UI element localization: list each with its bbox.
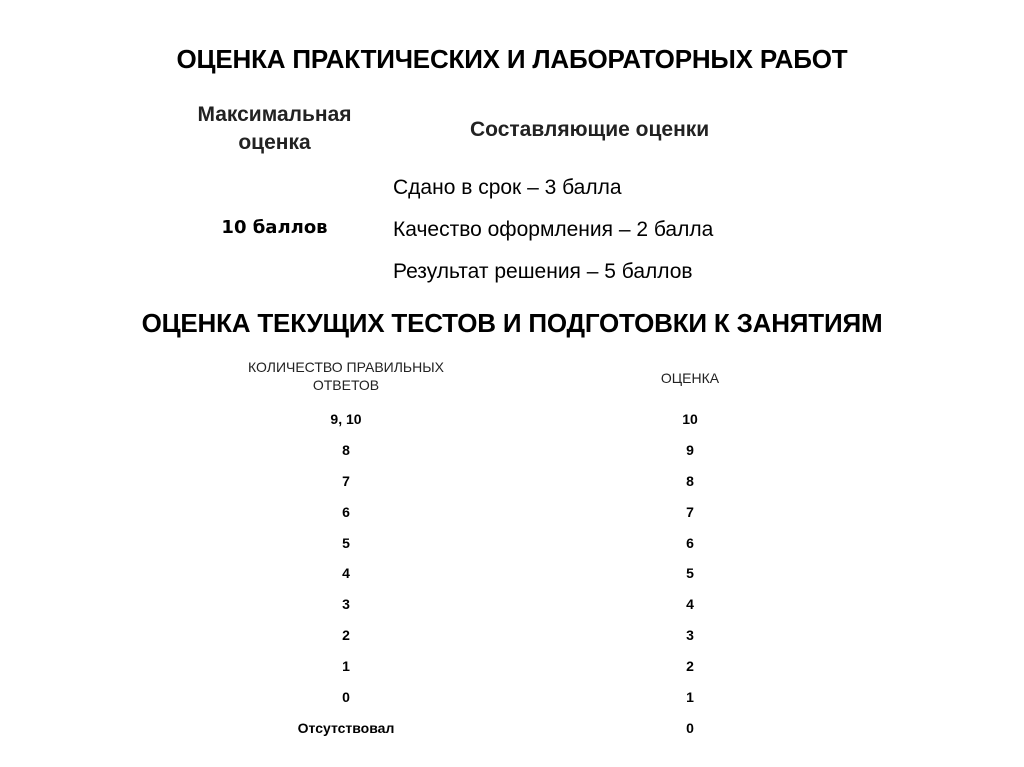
correct-answers-cell: Отсутствовал xyxy=(297,719,395,736)
max-score-header-line1: Максимальная xyxy=(197,103,352,126)
correct-answers-cell: 7 xyxy=(342,472,350,489)
score-component-result: Результат решения – 5 баллов xyxy=(393,260,693,283)
correct-answers-header-line1: КОЛИЧЕСТВО ПРАВИЛЬНЫХ xyxy=(248,359,444,375)
grade-cell: 7 xyxy=(686,503,694,520)
score-components-list xyxy=(393,173,713,299)
grade-cell: 10 xyxy=(682,411,698,427)
grade-header: ОЦЕНКА xyxy=(660,370,720,386)
table-row xyxy=(0,502,1024,533)
table-row xyxy=(0,440,1024,471)
correct-answers-cell: 5 xyxy=(342,534,350,551)
grade-cell: 5 xyxy=(686,565,694,582)
correct-answers-cell: 8 xyxy=(342,441,350,458)
grade-cell: 3 xyxy=(686,627,694,644)
grade-cell: 2 xyxy=(686,658,694,675)
table-row xyxy=(0,594,1024,625)
components-header: Составляющие оценки xyxy=(470,118,710,141)
correct-answers-cell: 2 xyxy=(342,627,350,644)
correct-answers-cell: 4 xyxy=(342,565,350,582)
correct-answers-cell: 1 xyxy=(342,658,350,675)
score-component-deadline: Сдано в срок – 3 балла xyxy=(393,176,622,199)
correct-answers-cell: 0 xyxy=(342,689,350,706)
table-row xyxy=(0,533,1024,564)
max-score-header xyxy=(172,101,377,157)
tests-title: ОЦЕНКА ТЕКУЩИХ ТЕСТОВ И ПОДГОТОВКИ К ЗАНЯТИЯМ xyxy=(141,308,883,338)
correct-answers-header xyxy=(210,358,482,394)
correct-answers-header-line2: ОТВЕТОВ xyxy=(312,377,380,393)
correct-answers-cell: 3 xyxy=(342,596,350,613)
correct-answers-cell: 6 xyxy=(342,503,350,520)
grade-cell: 1 xyxy=(686,689,694,706)
max-score-header-line2: оценка xyxy=(238,131,311,154)
table-row xyxy=(0,656,1024,687)
grading-table-body xyxy=(0,409,1024,749)
correct-answers-cell: 9, 10 xyxy=(330,411,362,427)
practical-works-title: ОЦЕНКА ПРАКТИЧЕСКИХ И ЛАБОРАТОРНЫХ РАБОТ xyxy=(176,44,848,74)
table-row xyxy=(0,471,1024,502)
table-row xyxy=(0,625,1024,656)
table-row xyxy=(0,409,1024,440)
table-row xyxy=(0,718,1024,749)
grade-cell: 8 xyxy=(686,472,694,489)
table-row xyxy=(0,687,1024,718)
grade-cell: 0 xyxy=(686,719,694,736)
max-score-value: 10 баллов xyxy=(221,217,328,238)
grade-cell: 6 xyxy=(686,534,694,551)
grade-cell: 9 xyxy=(686,441,694,458)
score-component-formatting: Качество оформления – 2 балла xyxy=(393,218,714,241)
table-row xyxy=(0,563,1024,594)
grade-cell: 4 xyxy=(686,596,694,613)
